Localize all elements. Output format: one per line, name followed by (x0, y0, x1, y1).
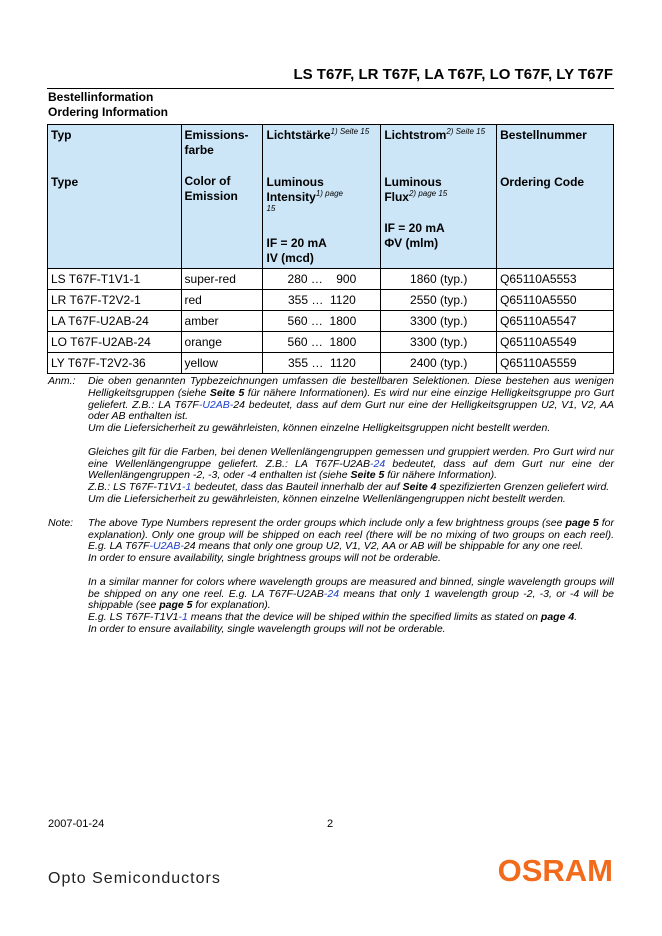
note-text: für nähere Informationen). Es wird nur eine einzige Helligkeitsgruppe pro Gurt geliefert. Z.B.: LA T67F (88, 386, 614, 411)
cell-type: LA T67F-U2AB-24 (48, 311, 182, 332)
note-text: Um die Liefersicherheit zu gewährleisten, können einzelne Helligkeitsgruppen nicht bestellt werden. (88, 422, 551, 435)
cell-code: Q65110A5547 (497, 311, 614, 332)
cell-code: Q65110A5553 (497, 269, 614, 290)
section-title-de: Bestellinformation (48, 90, 154, 104)
note-label: Anm.: (48, 375, 76, 387)
header-en: Luminous Intensity (266, 175, 324, 204)
ordering-table (47, 124, 614, 374)
note-text: Die oben genannten Typbezeichnungen umfassen die bestellbaren Selektionen. Diese bestehen aus wenigen Helligkeitsgruppen (siehe (88, 375, 614, 399)
note-text: In order to ensure availability, single brightness groups will not be orderable. (88, 552, 441, 565)
note-english (48, 518, 614, 636)
col-header-color (181, 125, 263, 269)
cell-type: LO T67F-U2AB-24 (48, 332, 182, 353)
cell-intensity: 355 … 1120 (263, 353, 381, 374)
cell-color: super-red (181, 269, 263, 290)
note-text: spezifizierten Grenzen geliefert wird. (436, 481, 610, 494)
col-header-code (497, 125, 614, 269)
note-german (48, 376, 614, 506)
cell-color: yellow (181, 353, 263, 374)
page-header-title: LS T67F, LR T67F, LA T67F, LO T67F, LY T67F (293, 66, 613, 83)
note-paragraph (88, 577, 614, 636)
footer-date: 2007-01-24 (48, 818, 105, 830)
page-reference: Seite 5 (350, 469, 385, 482)
cell-type: LR T67F-T2V2-1 (48, 290, 182, 311)
unit: ΦV (mlm) (384, 236, 439, 250)
note-text: means that the device will be shiped within the specified limits as stated on (187, 611, 541, 624)
highlighted-code: -24 (323, 587, 340, 600)
footnote-ref: 2) Seite 15 (446, 127, 486, 136)
osram-logo: OSRAM (497, 853, 613, 888)
table-row (48, 311, 614, 332)
note-text: für nähere Information). (384, 469, 497, 482)
note-text: In a similar manner for colors where wavelength groups are measured and binned, single wavelength groups will be shipped on any one reel. E.g. LA T67F-U2AB (88, 575, 614, 600)
notes-section (48, 376, 614, 648)
cell-color: amber (181, 311, 263, 332)
note-text: Um die Liefersicherheit zu gewährleisten, können einzelne Wellenlängengruppen nicht bestellt werden. (88, 492, 566, 505)
cell-code: Q65110A5559 (497, 353, 614, 374)
highlighted-code: -1 (181, 481, 192, 494)
note-text: The above Type Numbers represent the order groups which include only a few brightness groups (see (88, 516, 566, 529)
table-header-row (48, 125, 614, 269)
cell-flux: 1860 (typ.) (381, 269, 497, 290)
page-reference: page 5 (565, 516, 599, 529)
page-reference: page 5 (159, 599, 193, 612)
cell-type: LY T67F-T2V2-36 (48, 353, 182, 374)
note-text: Gleiches gilt für die Farben, bei denen Wellenlängengruppen gemessen und gruppiert werden. Pro Gurt wird nur eine Wellenlängengruppe geliefert. Z.B.: LA T67F-U2AB (88, 445, 614, 470)
condition: IF = 20 mA (384, 221, 445, 235)
note-paragraph (88, 376, 614, 435)
table-row (48, 332, 614, 353)
section-title-en: Ordering Information (48, 105, 168, 119)
table-row (48, 269, 614, 290)
col-header-type (48, 125, 182, 269)
table-row (48, 353, 614, 374)
cell-intensity: 280 … 900 (263, 269, 381, 290)
header-en: Type (51, 175, 79, 189)
cell-flux: 3300 (typ.) (381, 311, 497, 332)
cell-flux: 3300 (typ.) (381, 332, 497, 353)
cell-flux: 2400 (typ.) (381, 353, 497, 374)
note-text: for explanation). (192, 599, 271, 612)
footnote-ref: 1) Seite 15 (330, 127, 370, 136)
cell-flux: 2550 (typ.) (381, 290, 497, 311)
cell-type: LS T67F-T1V1-1 (48, 269, 182, 290)
col-header-flux (381, 125, 497, 269)
header-de: Bestellnummer (500, 128, 587, 142)
header-divider (47, 88, 614, 89)
header-de: Lichtstärke (266, 128, 331, 142)
footnote-ref: 2) page 15 (408, 189, 448, 198)
header-de: Lichtstrom (384, 128, 447, 142)
section-title (48, 90, 168, 120)
page-number: 2 (327, 818, 334, 830)
page-reference: Seite 5 (209, 386, 245, 399)
highlighted-code: -24 (370, 457, 386, 470)
footnote-ref: 1) page 15 (266, 189, 343, 213)
highlighted-code: -U2AB- (149, 540, 184, 553)
cell-color: red (181, 290, 263, 311)
note-text: 24 bedeutet, dass auf dem Gurt nur eine der Helligkeitsgruppen U2, V1, V2, AA oder AB enthalten ist. (88, 398, 614, 423)
note-text: 24 means that only one group U2, V1, V2, AA or AB will be shippable for any one reel. (183, 540, 584, 553)
header-en: Ordering Code (500, 175, 585, 189)
note-text: bedeutet, dass das Bauteil innerhalb der auf (191, 481, 403, 494)
note-text: Z.B.: LS T67F-T1V1 (88, 481, 182, 494)
division-name: Opto Semiconductors (48, 870, 221, 887)
cell-code: Q65110A5550 (497, 290, 614, 311)
note-paragraph (88, 518, 614, 565)
note-text: In order to ensure availability, single wavelength groups will not be orderable. (88, 622, 446, 635)
unit: IV (mcd) (266, 251, 314, 265)
cell-intensity: 560 … 1800 (263, 332, 381, 353)
condition: IF = 20 mA (266, 236, 327, 250)
header-en: Luminous Flux (384, 175, 442, 204)
note-text: means that only 1 wavelength group -2, -3, or -4 will be shippable (see (88, 587, 614, 612)
header-de: Typ (51, 128, 72, 142)
cell-intensity: 355 … 1120 (263, 290, 381, 311)
col-header-intensity (263, 125, 381, 269)
note-text: for explanation). Only one group will be shipped on each reel (there will be no mixing of two groups on each reel). E.g. LA T67F (88, 516, 615, 553)
cell-code: Q65110A5549 (497, 332, 614, 353)
note-text: bedeutet, dass auf dem Gurt nur eine der Wellenlängengruppen -2, -3, oder -4 enthalten ist (siehe (88, 457, 614, 482)
note-text: E.g. LS T67F-T1V1 (88, 611, 179, 624)
table-row (48, 290, 614, 311)
note-text: . (574, 611, 578, 624)
cell-intensity: 560 … 1800 (263, 311, 381, 332)
note-label: Note: (48, 516, 74, 529)
highlighted-code: -U2AB- (198, 398, 234, 411)
page-reference: page 4 (540, 611, 575, 624)
header-de: Emissions-farbe (184, 128, 249, 157)
page-reference: Seite 4 (402, 481, 437, 494)
cell-color: orange (181, 332, 263, 353)
note-paragraph (88, 447, 614, 506)
header-en: Color of Emission (184, 174, 238, 203)
highlighted-code: -1 (178, 611, 188, 624)
